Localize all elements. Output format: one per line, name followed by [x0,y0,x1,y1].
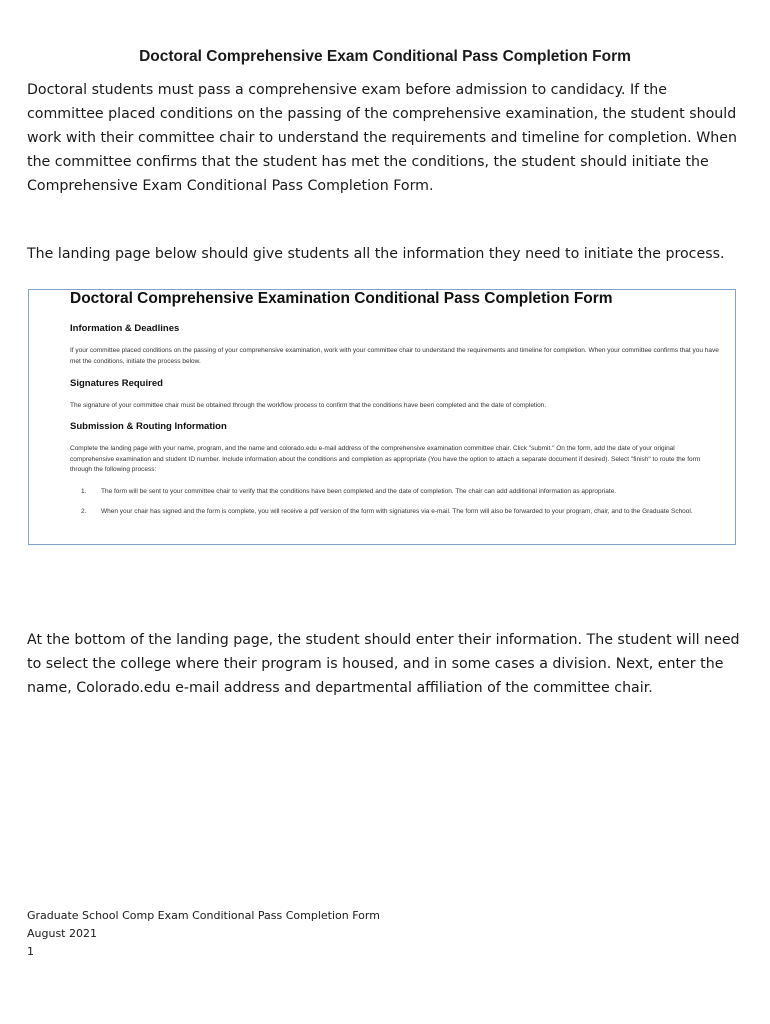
signatures-required-heading: Signatures Required [70,378,163,389]
signatures-required-text: The signature of your committee chair must be obtained through the workflow process to confirm that the conditions have been completed and the date of completion. [70,402,547,409]
routing-step-1 [81,487,721,498]
bottom-landing-paragraph: At the bottom of the landing page, the student should enter their information. The student will need to select the college where their program is housed, and in some cases a division. Next, enter the name, Colorado.edu e-mail address and departmental affiliation of the committee chair. [27,632,740,696]
submission-routing-heading: Submission & Routing Information [70,421,227,432]
routing-step-2 [81,507,721,518]
footer-date: August 2021 [27,927,97,940]
footer-form-name: Graduate School Comp Exam Conditional Pass Completion Form [27,909,380,922]
submission-routing-text: Complete the landing page with your name, program, and the name and colorado.edu e-mail address of the comprehensive examination committee chair. Click "submit." On the form, add the date of your original comprehensive examination and student ID number. Include information about the conditions and completion as appropriate (You have the option to attach a separate document if desired). Select "finish" to route the form through the following process: [70,445,701,473]
landing-page-screenshot [28,289,736,545]
document-title: Doctoral Comprehensive Exam Conditional Pass Completion Form [139,48,631,65]
routing-step-2-text: When your chair has signed and the form is complete, you will receive a pdf version of the form with signatures via e-mail. The form will also be forwarded to your program, chair, and to the Graduate School. [101,508,693,515]
footer-page-number: 1 [27,945,34,958]
routing-step-1-number: 1. [81,488,87,495]
information-deadlines-text: If your committee placed conditions on the passing of your comprehensive examination, work with your committee chair to understand the requirements and timeline for completion. When your committee confirms that you have met the conditions, initiate the process below. [70,347,719,365]
landing-page-paragraph: The landing page below should give students all the information they need to initiate the process. [27,246,725,262]
intro-paragraph: Doctoral students must pass a comprehensive exam before admission to candidacy. If the committee placed conditions on the passing of the comprehensive examination, the student should work with their committee chair to understand the requirements and timeline for completion. When the committee confirms that the student has met the conditions, the student should initiate the Comprehensive Exam Conditional Pass Completion Form. [27,82,737,194]
routing-step-1-text: The form will be sent to your committee chair to verify that the conditions have been completed and the date of completion. The chair can add additional information as appropriate. [101,488,617,495]
routing-step-2-number: 2. [81,508,87,515]
information-deadlines-heading: Information & Deadlines [70,323,180,334]
embedded-form-title: Doctoral Comprehensive Examination Conditional Pass Completion Form [70,290,613,307]
